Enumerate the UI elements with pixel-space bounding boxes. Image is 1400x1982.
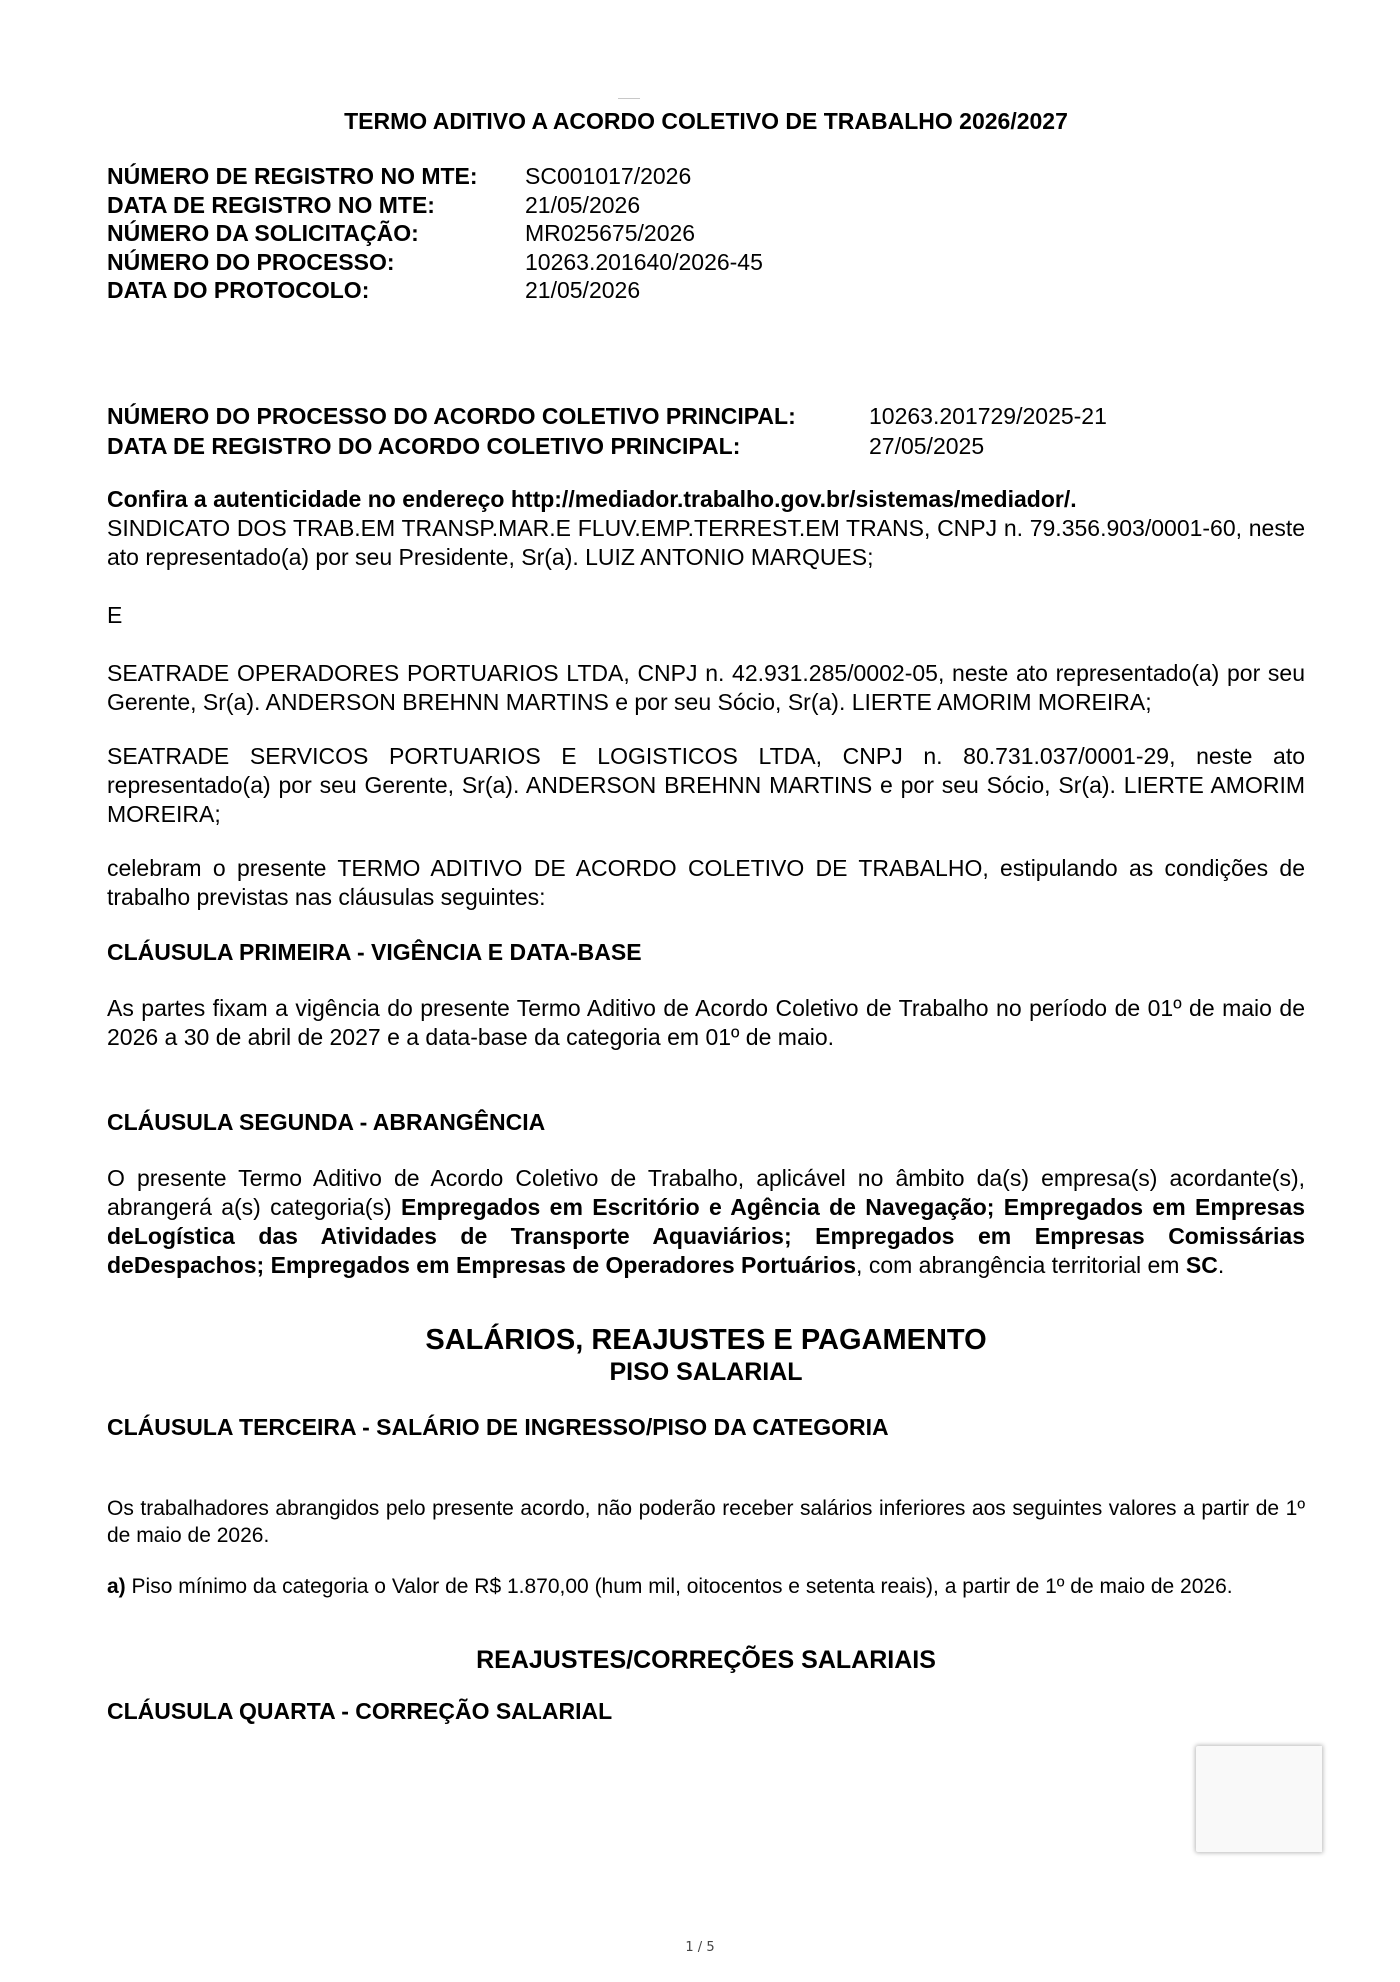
clause-3-text: Os trabalhadores abrangidos pelo presente acordo, não poderão receber salários inferiores aos seguintes valores a partir de 1º de maio de 2026. [107,1497,1305,1547]
registration-value: MR025675/2026 [525,220,696,247]
registration-value: 21/05/2026 [525,191,641,218]
registration-value: 21/05/2026 [525,277,641,304]
registration-row [107,191,763,220]
authenticity-notice: Confira a autenticidade no endereço http://mediador.trabalho.gov.br/sistemas/mediador/. [107,486,1077,512]
party-company-2: SEATRADE SERVICOS PORTUARIOS E LOGISTICOS LTDA, CNPJ n. 80.731.037/0001-29, neste ato representado(a) por seu Gerente, Sr(a). ANDERSON BREHNN MARTINS e por seu Sócio, Sr(a). LIERTE AMORIM MOREIRA; [107,743,1305,827]
main-agreement-info [107,401,1107,461]
clause-4-title: CLÁUSULA QUARTA - CORREÇÃO SALARIAL [107,1698,613,1724]
clause-3-item-a-text: Piso mínimo da categoria o Valor de R$ 1.870,00 (hum mil, oitocentos e setenta reais), a partir de 1º de maio de 2026. [125,1575,1233,1598]
main-agreement-row [107,401,1107,431]
clause-2-text-part: , com abrangência territorial em [856,1252,1186,1278]
registration-info [107,162,763,305]
clause-2-text [107,1164,1305,1280]
section-heading-salaries: SALÁRIOS, REAJUSTES E PAGAMENTO [425,1324,987,1356]
party-company-1: SEATRADE OPERADORES PORTUARIOS LTDA, CNPJ n. 42.931.285/0002-05, neste ato representado(a) por seu Gerente, Sr(a). ANDERSON BREHNN MARTINS e por seu Sócio, Sr(a). LIERTE AMORIM MOREIRA; [107,660,1305,715]
registration-label: DATA DE REGISTRO NO MTE: [107,191,435,218]
subsection-heading-adjustments: REAJUSTES/CORREÇÕES SALARIAIS [476,1646,936,1674]
registration-label: NÚMERO DO PROCESSO: [107,248,395,275]
clause-3-title: CLÁUSULA TERCEIRA - SALÁRIO DE INGRESSO/PISO DA CATEGORIA [107,1414,889,1440]
clause-2-categories: Empregados em Escritório e Agência de Navegação; Empregados em Empresas deLogística das Atividades de Transporte Aquaviários; Empregados em Empresas Comissárias deDespachos; Empregados em Empresas de Operadores Portuários [107,1194,1305,1278]
registration-label: NÚMERO DE REGISTRO NO MTE: [107,163,478,189]
subsection-heading-floor: PISO SALARIAL [609,1358,803,1386]
document-body [107,485,1305,1726]
clause-3-item-a [107,1573,1305,1600]
document-title: TERMO ADITIVO A ACORDO COLETIVO DE TRABALHO 2026/2027 [344,108,1068,134]
preamble: celebram o presente TERMO ADITIVO DE ACORDO COLETIVO DE TRABALHO, estipulando as condições de trabalho previstas nas cláusulas seguintes: [107,855,1305,910]
registration-row [107,219,763,248]
main-agreement-value: 10263.201729/2025-21 [869,403,1107,429]
registration-row [107,276,763,305]
party-union: SINDICATO DOS TRAB.EM TRANSP.MAR.E FLUV.EMP.TERREST.EM TRANS, CNPJ n. 79.356.903/0001-60, neste ato representado(a) por seu Presidente, Sr(a). LUIZ ANTONIO MARQUES; [107,515,1305,570]
registration-row [107,162,763,191]
clause-2-territory: SC [1185,1252,1218,1278]
clause-1-title: CLÁUSULA PRIMEIRA - VIGÊNCIA E DATA-BASE [107,939,642,965]
top-divider-mark [618,98,640,99]
main-agreement-row [107,431,1107,461]
recaptcha-badge[interactable] [1196,1746,1322,1852]
registration-value: SC001017/2026 [525,163,692,189]
main-agreement-label: NÚMERO DO PROCESSO DO ACORDO COLETIVO PRINCIPAL: [107,403,796,429]
clause-2-title: CLÁUSULA SEGUNDA - ABRANGÊNCIA [107,1109,546,1135]
page-number: 1 / 5 [685,1940,715,1955]
clause-2-text-part: O presente Termo Aditivo de Acordo Coletivo de Trabalho, aplicável no âmbito da(s) empresa(s) acordante(s), abrangerá a(s) categoria(s) [107,1165,1305,1220]
registration-label: DATA DO PROTOCOLO: [107,277,370,304]
clause-2-text-part: . [1217,1252,1225,1278]
conjunction: E [107,602,123,628]
registration-label: NÚMERO DA SOLICITAÇÃO: [107,220,419,247]
main-agreement-value: 27/05/2025 [869,433,985,459]
registration-row [107,248,763,277]
clause-3-item-a-marker: a) [107,1575,126,1598]
main-agreement-label: DATA DE REGISTRO DO ACORDO COLETIVO PRINCIPAL: [107,433,741,459]
registration-value: 10263.201640/2026-45 [525,248,763,275]
clause-1-text: As partes fixam a vigência do presente Termo Aditivo de Acordo Coletivo de Trabalho no período de 01º de maio de 2026 a 30 de abril de 2027 e a data-base da categoria em 01º de maio. [107,995,1305,1050]
